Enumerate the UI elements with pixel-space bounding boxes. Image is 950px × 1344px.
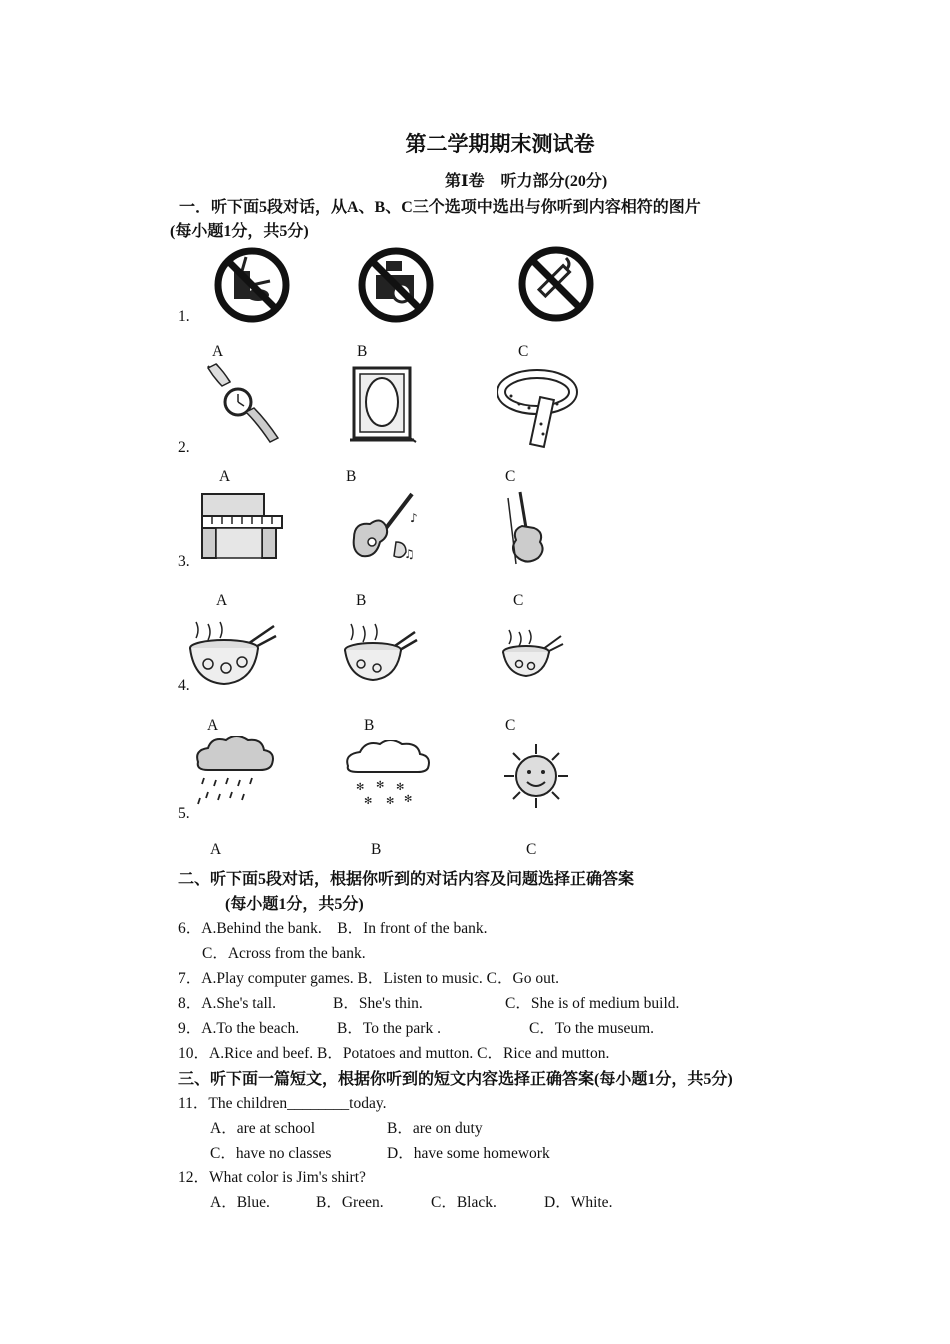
- question-number-1: 1.: [178, 308, 190, 325]
- question-6-line1: 6．A.Behind the bank. B．In front of the bank.: [178, 920, 488, 937]
- no-smoking-sign-icon: [516, 244, 596, 324]
- violin-icon: [500, 488, 556, 568]
- question-10: 10．A.Rice and beef. B．Potatoes and mutton. C．Rice and mutton.: [178, 1045, 610, 1062]
- question-7: 7．A.Play computer games. B．Listen to music. C．Go out.: [178, 970, 560, 987]
- piano-icon: [196, 488, 284, 566]
- section1-heading: 一．听下面5段对话，从A、B、C三个选项中选出与你听到内容相符的图片: [179, 199, 701, 216]
- page-title: 第二学期期末测试卷: [405, 132, 595, 156]
- option-label-1b: B: [357, 343, 368, 360]
- question-number-3: 3.: [178, 553, 190, 570]
- option-label-4b: B: [364, 717, 375, 734]
- option-label-2b: B: [346, 468, 357, 485]
- part-subtitle: 第Ⅰ卷 听力部分(20分): [445, 173, 608, 190]
- sun-icon: [502, 742, 570, 810]
- medium-noodle-bowl-icon: [341, 618, 419, 686]
- option-label-3a: A: [216, 592, 228, 609]
- svg-text:♫: ♫: [404, 547, 415, 561]
- svg-text:✻: ✻: [386, 796, 395, 807]
- option-label-5b: B: [371, 841, 382, 858]
- question-number-2: 2.: [178, 439, 190, 456]
- option-label-3b: B: [356, 592, 367, 609]
- option-label-2a: A: [219, 468, 231, 485]
- question-9-option-a: 9．A.To the beach.: [178, 1020, 300, 1037]
- option-label-5a: A: [210, 841, 222, 858]
- large-noodle-bowl-icon: [186, 612, 278, 690]
- svg-text:✻: ✻: [404, 794, 413, 805]
- option-label-5c: C: [526, 841, 537, 858]
- option-label-1c: C: [518, 343, 529, 360]
- section2-heading: 二、听下面5段对话，根据你听到的对话内容及问题选择正确答案: [178, 871, 635, 888]
- question-11-option-b: B．are on duty: [387, 1120, 483, 1137]
- rain-cloud-icon: [190, 736, 280, 810]
- section2-heading-score: (每小题1分，共5分): [225, 896, 364, 913]
- svg-text:✻: ✻: [356, 782, 365, 793]
- question-number-5: 5.: [178, 805, 190, 822]
- no-camera-sign-icon: [356, 245, 436, 325]
- svg-text:♪: ♪: [410, 511, 418, 525]
- question-11-option-c: C．have no classes: [210, 1145, 332, 1162]
- question-9-option-c: C．To the museum.: [529, 1020, 655, 1037]
- question-11-option-d: D．have some homework: [387, 1145, 550, 1162]
- wrist-watch-icon: [200, 362, 285, 447]
- option-label-1a: A: [212, 343, 224, 360]
- question-9-option-b: B．To the park .: [337, 1020, 441, 1037]
- section1-heading-score: (每小题1分，共5分): [170, 223, 309, 240]
- no-food-drink-sign-icon: [212, 245, 292, 325]
- question-8-option-b: B．She's thin.: [333, 995, 423, 1012]
- question-11: 11．The children________today.: [178, 1095, 387, 1112]
- question-12-option-c: C．Black.: [431, 1194, 497, 1211]
- question-12-option-a: A．Blue.: [210, 1194, 270, 1211]
- option-label-2c: C: [505, 468, 516, 485]
- question-11-option-a: A．are at school: [210, 1120, 316, 1137]
- mirror-icon: [346, 364, 418, 444]
- svg-text:✻: ✻: [364, 796, 373, 807]
- question-6-line2: C．Across from the bank.: [202, 945, 366, 962]
- belt-icon: [497, 362, 579, 454]
- question-8-option-a: 8．A.She's tall.: [178, 995, 276, 1012]
- svg-text:✻: ✻: [376, 780, 385, 791]
- option-label-3c: C: [513, 592, 524, 609]
- option-label-4a: A: [207, 717, 219, 734]
- question-12-option-b: B．Green.: [316, 1194, 384, 1211]
- question-number-4: 4.: [178, 677, 190, 694]
- question-12-option-d: D．White.: [544, 1194, 613, 1211]
- guitar-icon: [344, 488, 424, 568]
- question-8-option-c: C．She is of medium build.: [505, 995, 680, 1012]
- svg-text:✻: ✻: [396, 782, 405, 793]
- snow-cloud-icon: [342, 740, 432, 808]
- option-label-4c: C: [505, 717, 516, 734]
- question-12: 12．What color is Jim's shirt?: [178, 1169, 366, 1186]
- small-noodle-bowl-icon: [499, 624, 565, 682]
- section3-heading: 三、听下面一篇短文，根据你听到的短文内容选择正确答案(每小题1分，共5分): [178, 1071, 733, 1088]
